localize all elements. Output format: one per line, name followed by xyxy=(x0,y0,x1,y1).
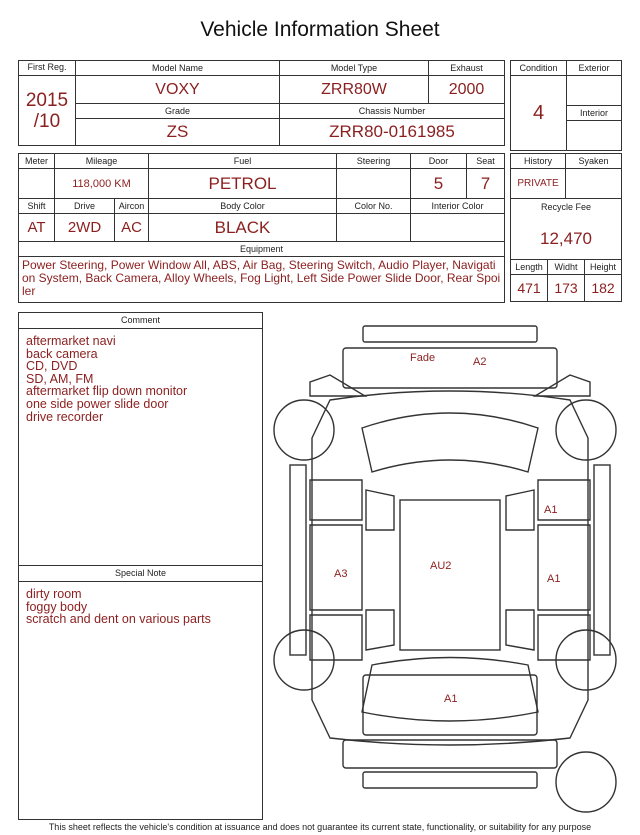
first-reg-cell xyxy=(19,61,76,146)
special-note-line: scratch and dent on various parts xyxy=(26,612,211,627)
interior-color-label: Interior Color xyxy=(411,199,505,214)
width-value: 173 xyxy=(548,275,585,302)
first-reg-label: First Reg. xyxy=(19,61,75,76)
comment-line: one side power slide door xyxy=(26,396,169,411)
model-type-label: Model Type xyxy=(280,61,429,76)
chassis-label: Chassis Number xyxy=(280,104,505,119)
chassis-value: ZRR80-0161985 xyxy=(280,119,505,146)
spare-wheel-part xyxy=(556,752,616,812)
door-label: Door xyxy=(411,154,467,169)
fuel-value: PETROL xyxy=(149,169,337,199)
comment-line: SD, AM, FM xyxy=(26,371,94,386)
right-headlight-part xyxy=(535,375,590,396)
exhaust-value: 2000 xyxy=(429,76,505,104)
damage-mark-roof-rear: A2 xyxy=(473,356,487,368)
grade-value: ZS xyxy=(76,119,280,146)
right-rear-window-part xyxy=(506,610,534,650)
shift-label: Shift xyxy=(19,199,55,214)
recycle-cell xyxy=(511,199,622,260)
interior-color-value xyxy=(411,214,505,242)
car-damage-diagram xyxy=(270,320,630,820)
left-headlight-part xyxy=(310,375,365,396)
windshield-part xyxy=(362,413,538,472)
left-rear-window-part xyxy=(366,610,394,650)
height-label: Height xyxy=(585,260,622,275)
recycle-value: 12,470 xyxy=(540,229,592,248)
tailgate-part xyxy=(363,675,537,735)
rear-bumper-part xyxy=(343,740,557,768)
mileage-label: Mileage xyxy=(55,154,149,169)
damage-mark-center: AU2 xyxy=(430,560,452,572)
right-slide-door-part xyxy=(538,525,590,610)
damage-mark-left-side: A3 xyxy=(334,568,348,580)
front-bumper-part xyxy=(363,326,537,342)
color-no-value xyxy=(337,214,411,242)
seat-label: Seat xyxy=(467,154,505,169)
roof-part xyxy=(400,500,500,650)
left-rear-panel-part xyxy=(310,615,362,660)
exterior-label: Exterior xyxy=(567,61,622,76)
condition-value: 4 xyxy=(511,76,567,151)
door-value: 5 xyxy=(411,169,467,199)
left-front-door-part xyxy=(310,480,362,520)
exterior-value xyxy=(567,76,622,106)
page-title: Vehicle Information Sheet xyxy=(200,18,440,41)
drive-label: Drive xyxy=(55,199,115,214)
special-note-list xyxy=(19,582,262,626)
comment-line: aftermarket flip down monitor xyxy=(26,384,188,399)
length-label: Length xyxy=(511,260,548,275)
specs-table xyxy=(18,153,505,303)
body-color-label: Body Color xyxy=(149,199,337,214)
left-front-window-part xyxy=(366,490,394,530)
comment-label: Comment xyxy=(19,313,262,329)
damage-mark-right-lower: A1 xyxy=(547,573,561,585)
mileage-value: 118,000 KM xyxy=(55,169,149,199)
exhaust-label: Exhaust xyxy=(429,61,505,76)
special-note-line: foggy body xyxy=(26,599,88,614)
equipment-value: Power Steering, Power Window All, ABS, Air Bag, Steering Switch, Audio Player, Navigation System, Back Camera, Alloy Wheels, Fog Light, Left Side Power Slide Door, Rear Spoiler xyxy=(19,257,505,303)
meter-label: Meter xyxy=(19,154,55,169)
condition-table xyxy=(510,60,622,151)
condition-label: Condition xyxy=(511,61,567,76)
meter-value xyxy=(19,169,55,199)
aircon-value: AC xyxy=(115,214,149,242)
color-no-label: Color No. xyxy=(337,199,411,214)
damage-mark-fade: Fade xyxy=(410,352,436,364)
history-label: History xyxy=(511,154,566,169)
steering-value xyxy=(337,169,411,199)
disclaimer-footer: This sheet reflects the vehicle's condition at issuance and does not guarantee its current state, functionality, or suitability for any purpose xyxy=(48,822,592,832)
body-color-value: BLACK xyxy=(149,214,337,242)
model-name-value: VOXY xyxy=(76,76,280,104)
equipment-label: Equipment xyxy=(19,242,505,257)
hood-part xyxy=(343,348,557,388)
model-type-value: ZRR80W xyxy=(280,76,429,104)
notes-panel xyxy=(18,312,263,820)
comment-line: drive recorder xyxy=(26,409,104,424)
history-value: PRIVATE xyxy=(511,169,566,199)
rear-bumper-lower-part xyxy=(363,772,537,788)
first-reg-month: /10 xyxy=(33,111,61,132)
grade-label: Grade xyxy=(76,104,280,119)
right-front-wheel-part xyxy=(556,400,616,460)
top-info-table xyxy=(18,60,505,146)
syaken-label: Syaken xyxy=(566,154,622,169)
right-rear-panel-part xyxy=(538,615,590,660)
rear-window-part xyxy=(362,658,538,722)
damage-mark-front: A1 xyxy=(444,693,458,705)
right-front-window-part xyxy=(506,490,534,530)
length-value: 471 xyxy=(511,275,548,302)
model-name-label: Model Name xyxy=(76,61,280,76)
fuel-label: Fuel xyxy=(149,154,337,169)
special-note-label: Special Note xyxy=(19,566,262,582)
width-label: Widht xyxy=(548,260,585,275)
shift-value: AT xyxy=(19,214,55,242)
comment-list xyxy=(19,329,262,423)
seat-value: 7 xyxy=(467,169,505,199)
special-note-section xyxy=(19,565,262,626)
first-reg-year: 2015 xyxy=(25,90,69,111)
height-value: 182 xyxy=(585,275,622,302)
left-front-wheel-part xyxy=(274,400,334,460)
special-note-line: dirty room xyxy=(26,587,82,601)
side-info-table xyxy=(510,153,622,302)
aircon-label: Aircon xyxy=(115,199,149,214)
drive-value: 2WD xyxy=(55,214,115,242)
interior-label: Interior xyxy=(567,106,622,121)
recycle-label: Recycle Fee xyxy=(540,202,592,212)
damage-mark-right-upper: A1 xyxy=(544,504,558,516)
right-sill-part xyxy=(594,465,610,655)
left-sill-part xyxy=(290,465,306,655)
steering-label: Steering xyxy=(337,154,411,169)
syaken-value xyxy=(566,169,622,199)
comment-line: CD, DVD xyxy=(26,359,78,374)
comment-line: back camera xyxy=(26,346,98,361)
comment-line: aftermarket navi xyxy=(26,334,116,348)
interior-value xyxy=(567,121,622,151)
